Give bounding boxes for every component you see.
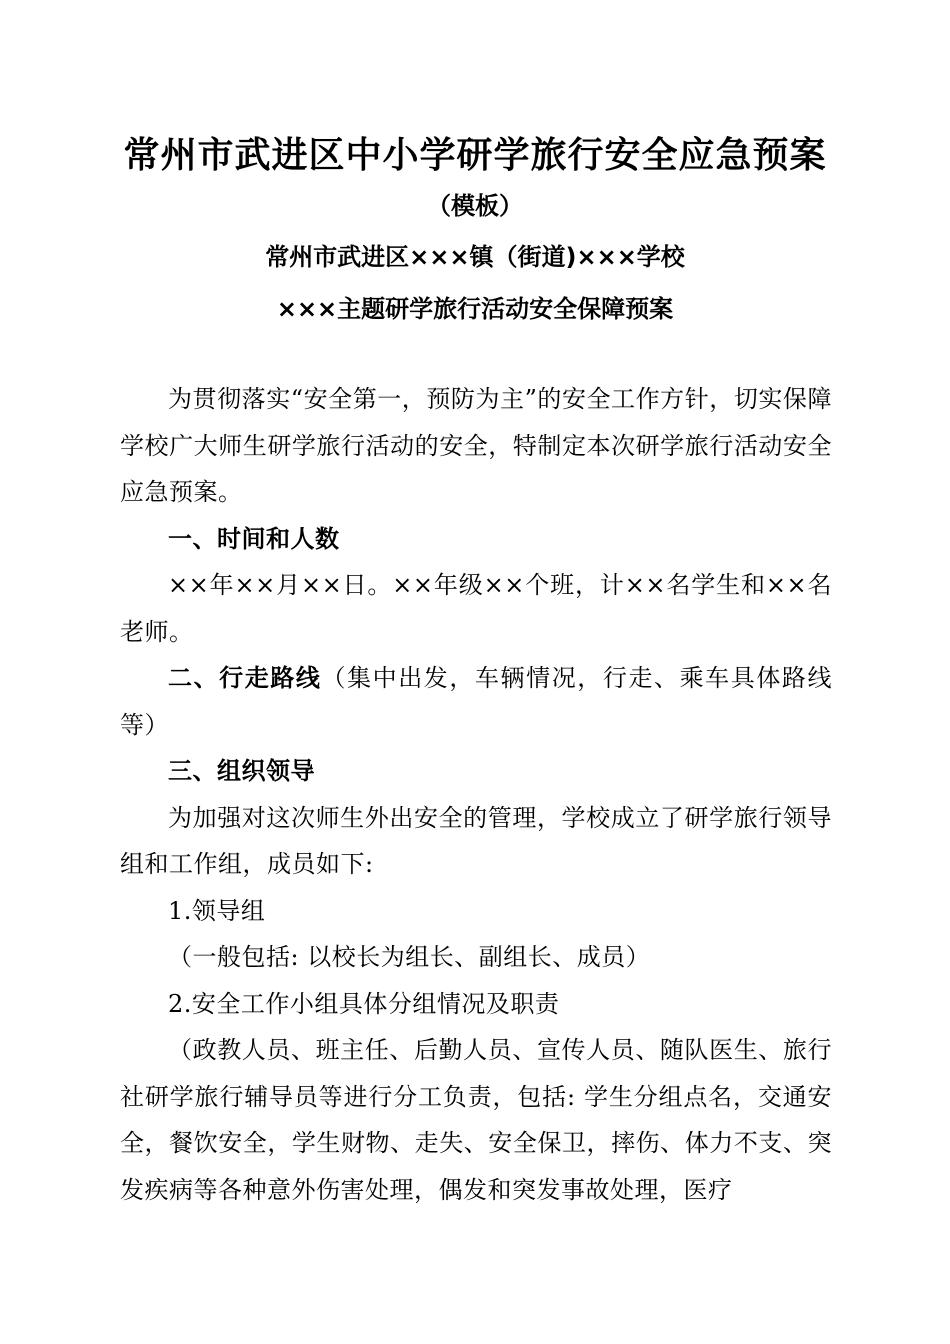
item-2-title: 2.安全工作小组具体分组情况及职责	[168, 989, 560, 1018]
intro-paragraph: 为贯彻落实“安全第一，预防为主”的安全工作方针，切实保障学校广大师生研学旅行活动的安全，特制定本次研学旅行活动安全应急预案。	[120, 385, 832, 506]
item-1-note: （一般包括: 以校长为组长、副组长、成员）	[168, 943, 651, 971]
section-2-paragraph	[120, 655, 832, 748]
document-subtitle: （模板）	[427, 192, 523, 220]
document-title: 常州市武进区中小学研学旅行安全应急预案	[123, 134, 827, 176]
section-3-text: 为加强对这次师生外出安全的管理，学校成立了研学旅行领导组和工作组，成员如下:	[120, 803, 832, 878]
section-2-title: 二、行走路线	[168, 664, 322, 692]
section-1-title: 一、时间和人数	[168, 524, 340, 553]
section-2-note: （集中出发，车辆情况，行走、乘车具体路线等）	[120, 664, 833, 739]
section-3-title: 三、组织领导	[168, 757, 315, 785]
section-1-text: ××年××月××日。××年级××个班，计××名学生和××名老师。	[120, 571, 832, 646]
document-body	[120, 376, 832, 1213]
item-2-note: （政教人员、班主任、后勤人员、宣传人员、随队医生、旅行社研学旅行辅导员等进行分工负责，包括: 学生分组点名，交通安全，餐饮安全，学生财物、走失、安全保卫，摔伤、体力不支、突发疾病等各种意外伤害处理，偶发和突发事故处理，医疗	[120, 1036, 832, 1204]
item-1-title: 1.领导组	[168, 896, 266, 925]
school-heading: 常州市武进区×××镇（街道)×××学校	[265, 243, 685, 271]
plan-heading: ×××主题研学旅行活动安全保障预案	[276, 295, 674, 323]
